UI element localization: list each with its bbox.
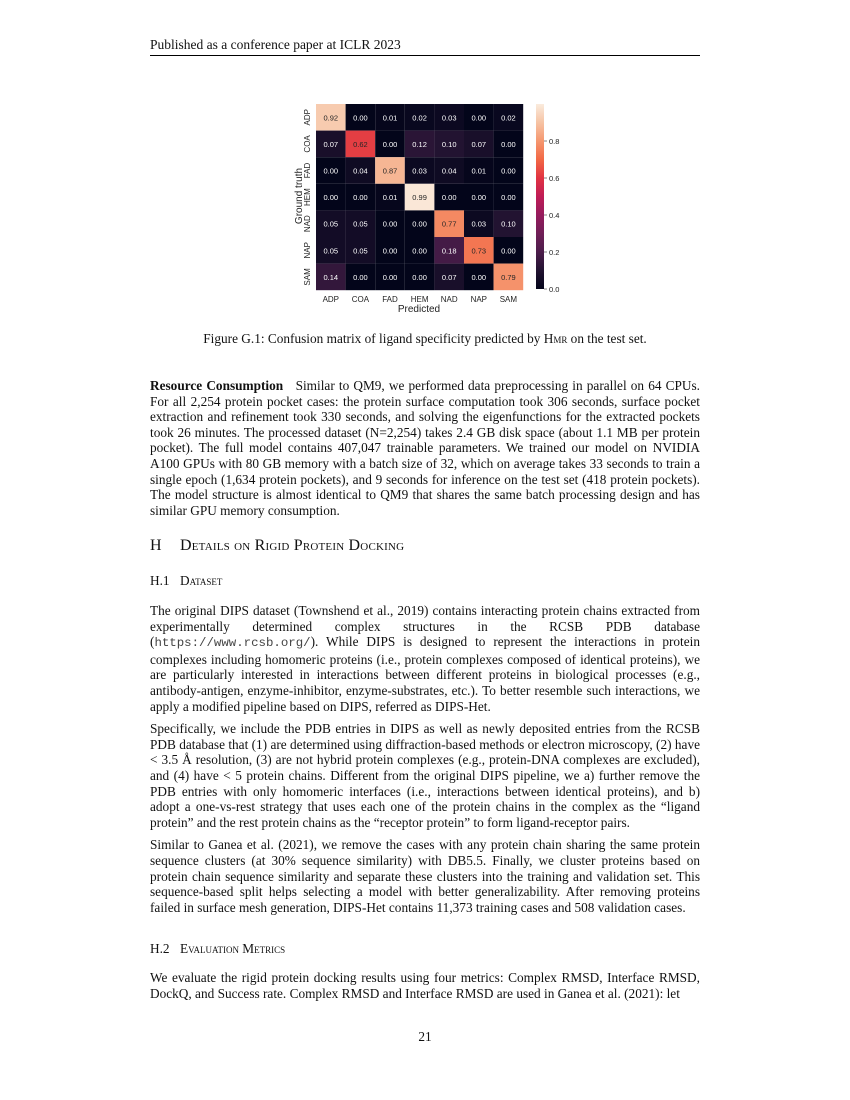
cell-value-label: 0.01: [382, 113, 398, 123]
cell-value-label: 0.00: [441, 193, 457, 203]
cell-value-label: 0.03: [441, 113, 457, 123]
cell-value-label: 0.00: [353, 113, 368, 123]
y-tick-label: ADP: [303, 109, 312, 126]
cell-value-label: 0.02: [412, 113, 427, 123]
cell-value-label: 0.00: [471, 113, 487, 123]
cell-value-label: 0.07: [323, 139, 339, 149]
heatmap-cells: [316, 104, 523, 290]
metrics-paragraph-1: We evaluate the rigid protein docking results using four metrics: Complex RMSD, Interface RMSD, DockQ, and Success rate. Complex RMSD and Interface RMSD are used in Ganea et al. (2021): let: [150, 970, 700, 1001]
colorbar-tick-label: 0.8: [549, 137, 560, 146]
dataset-paragraph-2: Specifically, we include the PDB entries in DIPS as well as newly deposited entries from the RCSB PDB database that (1) are determined using diffraction-based methods or electron microscopy, (2) have < 3.5 Å resolution, (3) are not hybrid protein complexes (e.g., protein-DNA complexes are excluded), and (4) have < 5 protein chains. Different from the original DIPS pipeline, we a) further remove the PDB entries with only homomeric interfaces (i.e., interactions between identical proteins), and b) adopt a one-vs-rest strategy that uses each one of the protein chains in the complex as the “ligand protein” and the rest protein chains as the “receptor protein” to form ligand-receptor pairs.: [150, 721, 700, 830]
x-tick-label: NAD: [440, 295, 458, 305]
cell-value-label: 0.02: [501, 113, 516, 123]
cell-value-label: 0.62: [353, 139, 368, 149]
running-header: Published as a conference paper at ICLR 2023: [150, 37, 401, 52]
cell-value-label: 0.00: [471, 193, 487, 203]
cell-value-label: 0.00: [501, 166, 516, 176]
cell-value-label: 0.00: [353, 272, 368, 282]
cell-value-label: 0.10: [441, 139, 457, 149]
figure-caption: [150, 331, 700, 347]
y-tick-label: NAP: [303, 242, 312, 259]
x-tick-label: SAM: [499, 295, 518, 305]
cell-value-label: 0.87: [382, 166, 398, 176]
subsection-heading-h2: H.2 Evaluation Metrics: [150, 941, 286, 956]
x-tick-label: HEM: [410, 295, 429, 305]
cell-value-label: 0.05: [323, 246, 339, 256]
rcsb-url-link[interactable]: https://www.rcsb.org/: [154, 636, 311, 651]
cell-value-label: 0.00: [412, 246, 427, 256]
metrics-section-body: [150, 970, 700, 1008]
y-tick-label: NAD: [303, 215, 312, 233]
dataset-paragraph-1: The original DIPS dataset (Townshend et al., 2019) contains interacting protein chains extracted from experimentally determined complex structures in the RCSB PDB database (https://www.rcsb.org/). While DIPS is designed to represent the interactions in protein complexes including homomeric proteins (i.e., protein complexes composed of identical proteins), we are particularly interested in interactions between different proteins in biological processes (e.g., antibody-antigen, enzyme-inhibitor, enzyme-substrates, etc.). To better resemble such interactions, we apply a modified pipeline based on DIPS, referred as DIPS-Het.: [150, 603, 700, 714]
colorbar-tick-label: 0.6: [549, 174, 560, 183]
section-title: Details on Rigid Protein Docking: [180, 537, 405, 554]
cell-value-label: 0.00: [501, 193, 516, 203]
cell-value-label: 0.77: [441, 219, 457, 229]
confusion-matrix-figure: [280, 100, 580, 320]
cell-value-label: 0.00: [501, 246, 516, 256]
cell-value-label: 0.00: [501, 139, 516, 149]
resource-consumption-paragraph: [150, 378, 700, 525]
y-tick-label: FAD: [303, 162, 312, 179]
cell-value-label: 0.01: [471, 166, 487, 176]
colorbar-ticks: [544, 137, 559, 294]
subsection-title: Evaluation Metrics: [180, 941, 286, 956]
cell-value-label: 0.92: [323, 113, 339, 123]
colorbar-tick-label: 0.4: [549, 211, 560, 220]
dataset-paragraph-3: Similar to Ganea et al. (2021), we remove the cases with any protein chain sharing the same protein sequence clusters (at 30% sequence similarity) with DB5.5. Finally, we cluster proteins based on protein chain sequence similarity and separate these clusters into the training and validation set. This sequence-based split helps selecting a model with better generalizability. After removing proteins failed in surface mesh generation, DIPS-Het contains 11,373 training cases and 508 validation cases.: [150, 837, 700, 915]
cell-value-label: 0.00: [471, 272, 487, 282]
x-tick-label: NAP: [470, 295, 488, 305]
cell-value-label: 0.00: [323, 193, 339, 203]
cell-value-label: 0.14: [323, 272, 339, 282]
cell-value-label: 0.18: [441, 246, 457, 256]
resource-heading: Resource Consumption: [150, 378, 284, 393]
cell-value-label: 0.00: [382, 272, 398, 282]
cell-value-label: 0.00: [412, 219, 427, 229]
section-heading-h: H Details on Rigid Protein Docking: [150, 537, 405, 554]
cell-value-label: 0.07: [441, 272, 457, 282]
cell-value-label: 0.12: [412, 139, 427, 149]
cell-value-label: 0.00: [382, 246, 398, 256]
dataset-section-body: [150, 603, 700, 922]
colorbar-tick-label: 0.2: [549, 248, 560, 257]
y-axis-label: Ground truth: [294, 167, 305, 225]
x-tick-label: ADP: [322, 295, 340, 305]
caption-model-name: Hmr: [543, 331, 568, 346]
cell-value-label: 0.00: [412, 272, 427, 282]
x-axis-label: Predicted: [397, 304, 441, 315]
y-tick-label: SAM: [303, 268, 312, 286]
cell-value-label: 0.01: [382, 193, 398, 203]
colorbar-tick-label: 0.0: [549, 285, 560, 294]
page-number: 21: [418, 1029, 432, 1044]
cell-value-label: 0.05: [353, 219, 368, 229]
header-rule: [150, 55, 700, 56]
subsection-heading-h1: H.1 Dataset: [150, 573, 223, 588]
cell-value-label: 0.00: [382, 139, 398, 149]
x-tick-label: FAD: [382, 295, 398, 305]
cell-value-label: 0.79: [501, 272, 516, 282]
cell-value-label: 0.05: [323, 219, 339, 229]
cell-value-label: 0.04: [353, 166, 368, 176]
subsection-title: Dataset: [180, 573, 223, 588]
cell-value-label: 0.07: [471, 139, 487, 149]
cell-value-label: 0.10: [501, 219, 516, 229]
cell-value-label: 0.99: [412, 193, 427, 203]
colorbar: [536, 104, 544, 289]
cell-value-label: 0.03: [412, 166, 427, 176]
cell-value-label: 0.04: [441, 166, 457, 176]
cell-value-label: 0.00: [323, 166, 339, 176]
caption-suffix: on the test set.: [570, 331, 647, 346]
cell-value-label: 0.03: [471, 219, 487, 229]
cell-value-label: 0.00: [382, 219, 398, 229]
cell-value-label: 0.05: [353, 246, 368, 256]
y-tick-label: HEM: [303, 188, 312, 206]
cell-value-label: 0.73: [471, 246, 487, 256]
x-tick-label: COA: [351, 295, 370, 305]
resource-text: Similar to QM9, we performed data preprocessing in parallel on 64 CPUs. For all 2,254 protein pocket cases: the protein surface computation took 306 seconds, surface pocket extraction and refinement took 330 seconds, and solving the eigenfunctions for the extracted pockets took 26 minutes. The processed dataset (N=2,254) takes 2.4 GB disk space (about 1.1 MB per protein pocket). The full model contains 407,047 trainable parameters. We trained our model on NVIDIA A100 GPUs with 80 GB memory with a batch size of 32, which on average takes 33 seconds to train a single epoch (1,634 protein pockets), and 9 seconds for inference on the test set (418 protein pockets). The model structure is almost identical to QM9 that shares the same batch processing design and has similar GPU memory consumption.: [150, 378, 700, 518]
y-tick-label: COA: [303, 135, 312, 153]
cell-value-label: 0.00: [353, 193, 368, 203]
caption-prefix: Figure G.1: Confusion matrix of ligand specificity predicted by: [203, 331, 541, 346]
